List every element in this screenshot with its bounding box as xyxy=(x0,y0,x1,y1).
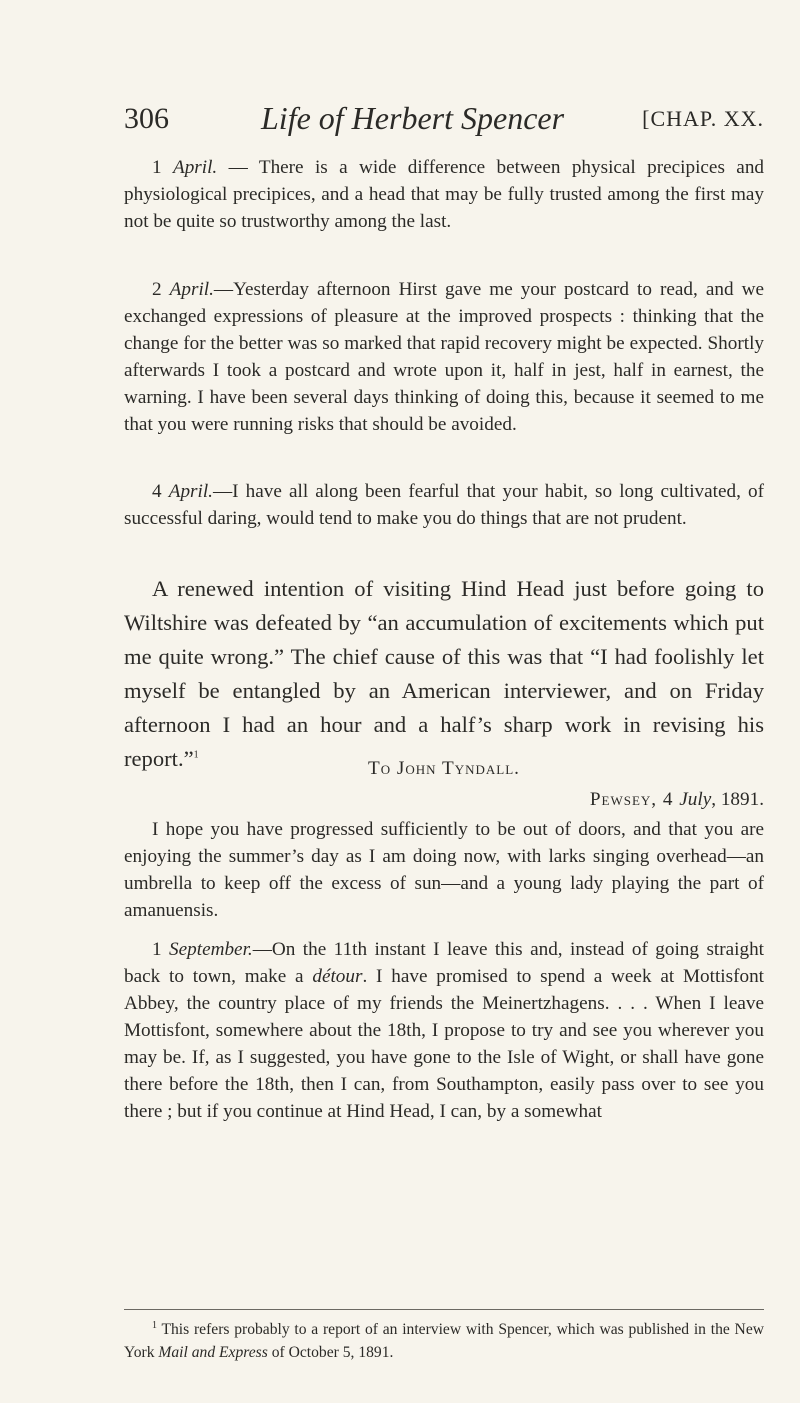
entry-month: April. xyxy=(168,481,213,502)
footnote-reference: 1 xyxy=(193,749,199,761)
footnote-text: of October 5, 1891. xyxy=(267,1344,394,1361)
entry-month: September. xyxy=(169,939,253,960)
running-title: Life of Herbert Spencer xyxy=(261,100,565,136)
entry-day: 1 xyxy=(152,939,162,960)
entry-text: —I have all along been fearful that your habit, so long cultivated, of successful daring, would tend to make you do things that are not prudent. xyxy=(124,481,765,529)
entry-month: April. xyxy=(172,157,218,178)
letter-body-text: I hope you have progressed sufficiently to be out of doors, and that you are enjoying the summer’s day as I am doing now, with larks singing overhead—an umbrella to keep off the excess of sun—and a young lady playing the part of amanuensis. xyxy=(124,819,764,921)
entry-day: 4 xyxy=(152,481,162,502)
letter-september xyxy=(124,936,764,1125)
entry-day: 1 xyxy=(152,157,162,178)
footnote-mark: 1 xyxy=(152,1319,157,1331)
letter-body xyxy=(124,816,764,924)
entry-1-april xyxy=(124,154,764,235)
entry-text: —Yesterday afternoon Hirst gave me your postcard to read, and we exchanged expressions of pleasure at the improved prospects : thinking that the change for the better was so marked that rapid recovery might be expected. Shortly afterwards I took a postcard and wrote upon it, half in jest, half in earnest, the warning. I have been several days thinking of doing this, because it seemed to me that you were running risks that should be avoided. xyxy=(124,279,765,435)
footnote xyxy=(124,1318,764,1364)
footnote-text: This refers probably to a report of an interview with Spencer, which was published in the New York xyxy=(124,1321,764,1361)
entry-text: —On the 11th instant I leave this and, instead of going straight back to town, make a xyxy=(124,939,764,987)
page-number: 306 xyxy=(124,102,169,135)
entry-4-april xyxy=(124,478,764,532)
italic-word: détour xyxy=(312,966,363,987)
entry-2-april xyxy=(124,276,764,438)
chapter-label: [CHAP. XX. xyxy=(642,106,764,131)
letter-place: Pewsey, 4 xyxy=(589,789,680,810)
footnote-rule xyxy=(124,1309,764,1310)
footnote-source: Mail and Express xyxy=(158,1344,268,1361)
entry-month: April. xyxy=(169,279,214,300)
narrative-paragraph xyxy=(124,572,764,776)
entry-day: 2 xyxy=(152,279,162,300)
narrative-text: A renewed intention of visiting Hind Head just before going to Wiltshire was defeated by “an accumulation of excitements which put me quite wrong.” The chief cause of this was that “I had foolishly let myself be entangled by an American interviewer, and on Friday afternoon I had an hour and a half’s sharp work in revising his report.” xyxy=(124,576,764,771)
running-header xyxy=(124,98,764,142)
letter-year: , 1891. xyxy=(711,789,764,810)
entry-text: . I have promised to spend a week at Mottisfont Abbey, the country place of my friends the Meinertzhagens. . . . When I leave Mottisfont, somewhere about the 18th, I propose to try and see you wherever you may be. If, as I suggested, you have gone to the Isle of Wight, or shall have gone there before the 18th, then I can, from Southampton, easily pass over to see you there ; but if you continue at Hind Head, I can, by a somewhat xyxy=(124,966,764,1122)
letter-dateline xyxy=(124,789,764,811)
letter-recipient: To John Tyndall. xyxy=(368,758,520,779)
entry-text: — There is a wide difference between physical precipices and physiological precipices, and a head that may be fully trusted among the first may not be quite so trustworthy among the last. xyxy=(124,157,765,232)
letter-month: July xyxy=(679,789,712,810)
